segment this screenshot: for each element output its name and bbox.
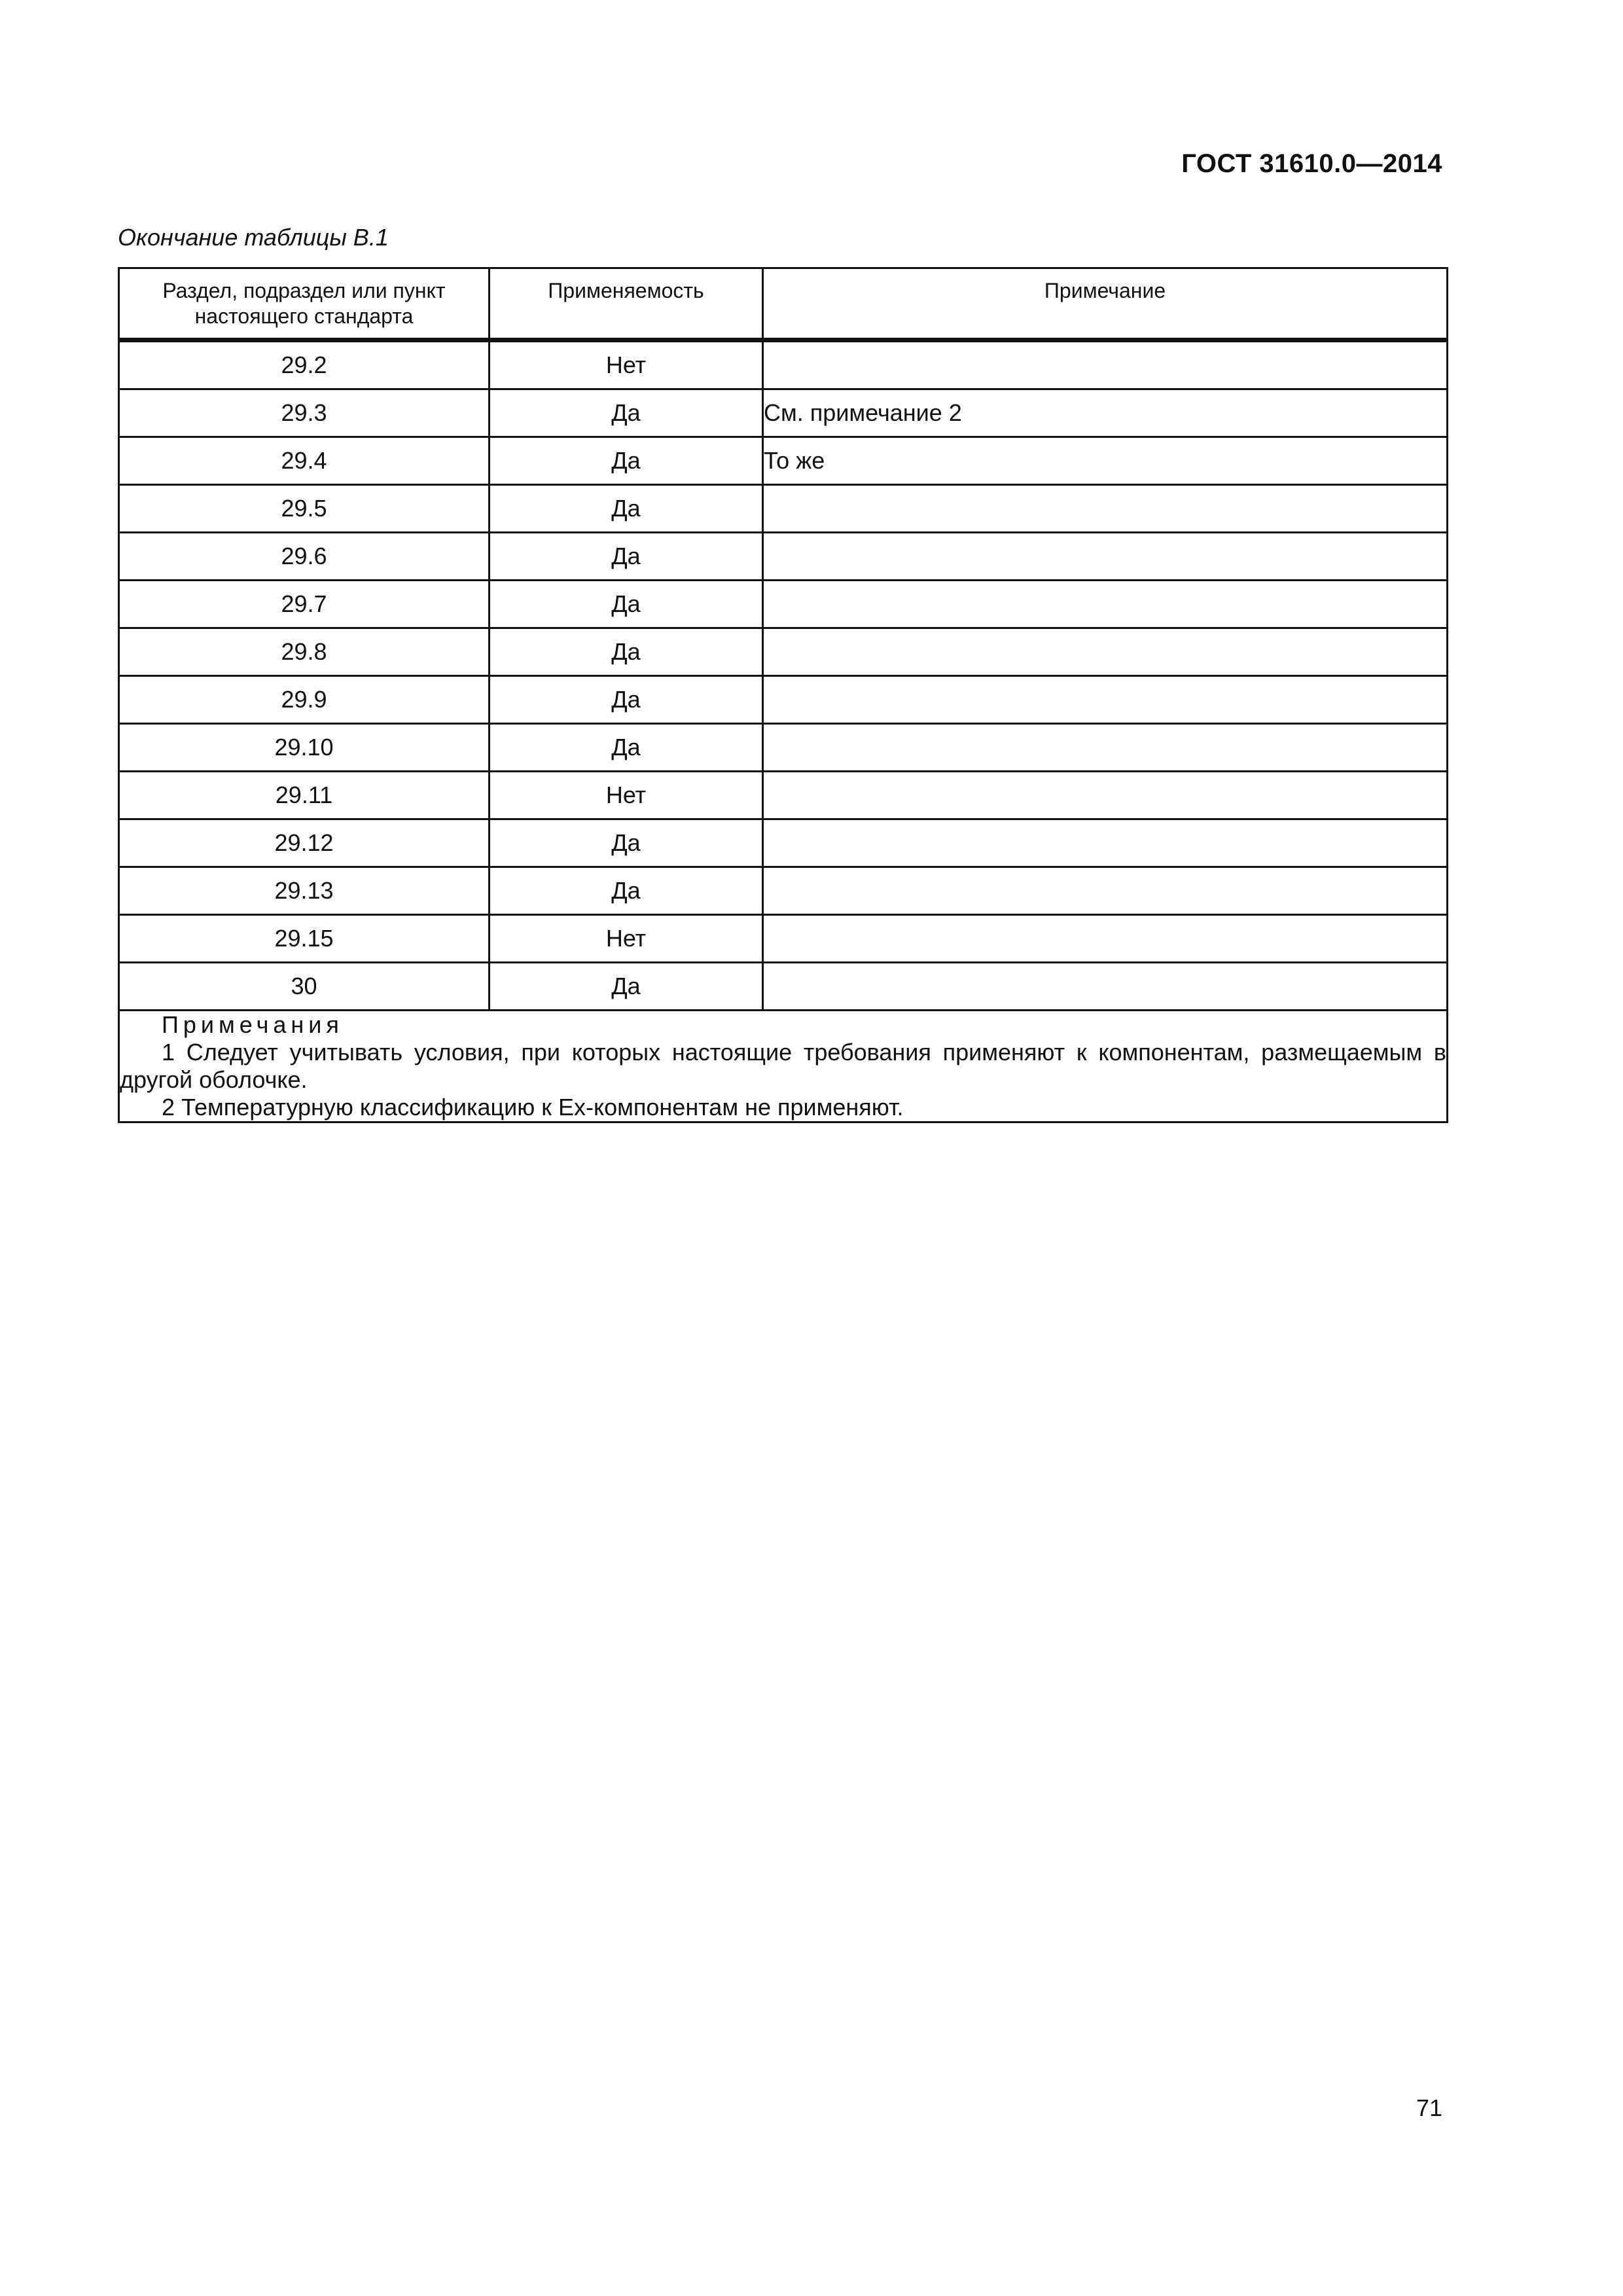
- cell-section: 29.11: [119, 772, 490, 819]
- column-header-applicability: Применяемость: [490, 268, 763, 340]
- table-row: [119, 772, 1448, 819]
- cell-applicability: Да: [490, 485, 763, 533]
- cell-note: [763, 915, 1448, 963]
- cell-applicability: Да: [490, 819, 763, 867]
- applicability-table: [118, 267, 1448, 1123]
- cell-note: [763, 772, 1448, 819]
- cell-note: [763, 724, 1448, 772]
- table-caption: Окончание таблицы В.1: [118, 224, 389, 251]
- cell-section: 29.15: [119, 915, 490, 963]
- cell-note: То же: [763, 437, 1448, 485]
- cell-applicability: Да: [490, 437, 763, 485]
- table-row: [119, 628, 1448, 676]
- cell-note: [763, 819, 1448, 867]
- note-item: 1 Следует учитывать условия, при которых настоящие требования применяют к компонентам, размещаемым в другой оболочке.: [120, 1039, 1446, 1093]
- notes-row: [119, 1011, 1448, 1122]
- column-header-note: Примечание: [763, 268, 1448, 340]
- cell-note: [763, 628, 1448, 676]
- cell-note: [763, 963, 1448, 1011]
- notes-cell: [119, 1011, 1448, 1122]
- table-row: [119, 819, 1448, 867]
- cell-applicability: Да: [490, 581, 763, 628]
- table-header-row: [119, 268, 1448, 340]
- cell-section: 30: [119, 963, 490, 1011]
- notes-title: Примечания: [162, 1011, 344, 1038]
- page-number: 71: [1416, 2094, 1442, 2121]
- cell-section: 29.7: [119, 581, 490, 628]
- cell-section: 29.3: [119, 389, 490, 437]
- column-header-section: Раздел, подраздел или пункт настоящего стандарта: [119, 268, 490, 340]
- cell-note: [763, 581, 1448, 628]
- table-row: [119, 533, 1448, 581]
- cell-section: 29.12: [119, 819, 490, 867]
- table-row: [119, 963, 1448, 1011]
- cell-section: 29.5: [119, 485, 490, 533]
- table-row: [119, 676, 1448, 724]
- table-row: [119, 340, 1448, 389]
- cell-applicability: Да: [490, 963, 763, 1011]
- cell-applicability: Нет: [490, 340, 763, 389]
- table-row: [119, 915, 1448, 963]
- note-item: 2 Температурную классификацию к Ex-компонентам не применяют.: [162, 1094, 904, 1121]
- cell-section: 29.9: [119, 676, 490, 724]
- cell-applicability: Да: [490, 389, 763, 437]
- table-row: [119, 437, 1448, 485]
- cell-section: 29.2: [119, 340, 490, 389]
- table-row: [119, 485, 1448, 533]
- cell-section: 29.6: [119, 533, 490, 581]
- table-row: [119, 724, 1448, 772]
- table-row: [119, 581, 1448, 628]
- cell-section: 29.8: [119, 628, 490, 676]
- table-row: [119, 867, 1448, 915]
- cell-note: [763, 867, 1448, 915]
- cell-applicability: Да: [490, 533, 763, 581]
- cell-applicability: Да: [490, 628, 763, 676]
- cell-section: 29.4: [119, 437, 490, 485]
- cell-applicability: Да: [490, 724, 763, 772]
- cell-applicability: Нет: [490, 915, 763, 963]
- table-row: [119, 389, 1448, 437]
- cell-note: [763, 533, 1448, 581]
- cell-note: См. примечание 2: [763, 389, 1448, 437]
- cell-section: 29.10: [119, 724, 490, 772]
- cell-note: [763, 485, 1448, 533]
- cell-applicability: Нет: [490, 772, 763, 819]
- document-code: ГОСТ 31610.0—2014: [1181, 149, 1442, 178]
- cell-applicability: Да: [490, 867, 763, 915]
- cell-note: [763, 340, 1448, 389]
- cell-applicability: Да: [490, 676, 763, 724]
- cell-note: [763, 676, 1448, 724]
- cell-section: 29.13: [119, 867, 490, 915]
